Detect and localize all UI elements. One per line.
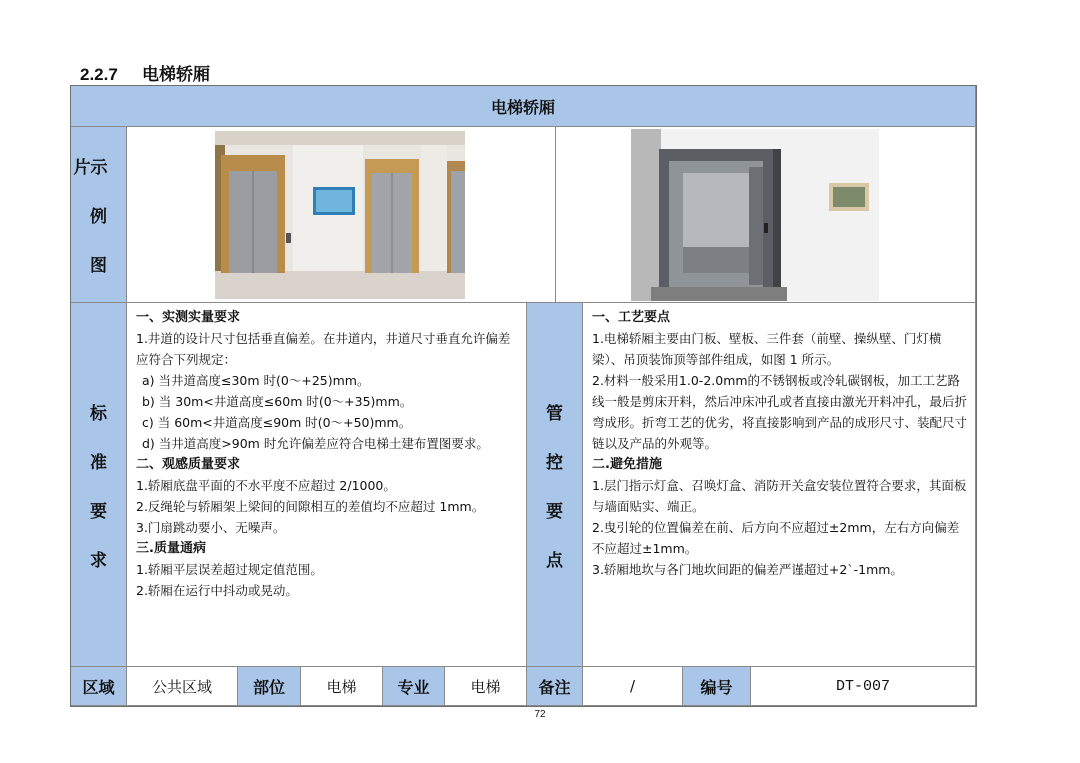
control-label-2: 控 bbox=[546, 452, 563, 473]
page-number: 72 bbox=[534, 709, 546, 720]
note-label: 备注 bbox=[527, 667, 583, 706]
standards-heading-3: 三.质量通病 bbox=[136, 541, 206, 556]
example-image-cell-left bbox=[127, 127, 556, 303]
measure-item-2: 2.曳引轮的位置偏差在前、后方向不应超过±2mm，左右方向偏差不应超过±1mm。 bbox=[592, 520, 960, 556]
control-text bbox=[583, 303, 976, 667]
standards-item-1: 1.井道的设计尺寸包括垂直偏差。在井道内，井道尺寸垂直允许偏差应符合下列规定： bbox=[136, 331, 511, 367]
standards-item-c: c) 当 60m<井道高度≤90m 时(0～+50)mm。 bbox=[142, 415, 412, 430]
standards-item-b: b) 当 30m<井道高度≤60m 时(0～+35)mm。 bbox=[142, 394, 413, 409]
example-label-2: 例 bbox=[90, 207, 107, 227]
part-label: 部位 bbox=[238, 667, 301, 706]
standard-label-1: 标 bbox=[90, 403, 107, 424]
defect-item-2: 2.轿厢在运行中抖动或晃动。 bbox=[136, 583, 298, 598]
example-image-cell-right bbox=[556, 127, 976, 303]
control-heading-1: 一、工艺要点 bbox=[592, 310, 671, 325]
standards-heading-1: 一、实测实量要求 bbox=[136, 310, 241, 325]
example-label-3: 图 bbox=[90, 256, 107, 276]
quality-item-1: 1.轿厢底盘平面的不水平度不应超过 2/1000。 bbox=[136, 478, 396, 493]
major-label: 专业 bbox=[383, 667, 445, 706]
control-label-1: 管 bbox=[546, 403, 563, 424]
standard-label bbox=[71, 303, 127, 667]
code-label: 编号 bbox=[683, 667, 751, 706]
part-value: 电梯 bbox=[301, 667, 383, 706]
section-title: 电梯轿厢 bbox=[142, 65, 210, 85]
quality-item-2: 2.反绳轮与轿厢架上梁间的间隙相互的差值均不应超过 1mm。 bbox=[136, 499, 485, 514]
table-title: 电梯轿厢 bbox=[71, 86, 976, 127]
code-value: DT-007 bbox=[751, 667, 976, 706]
standards-item-a: a) 当井道高度≤30m 时(0～+25)mm。 bbox=[142, 373, 370, 388]
example-label-1: 片示 bbox=[73, 158, 108, 178]
control-label-4: 点 bbox=[546, 550, 563, 571]
control-label-3: 要 bbox=[546, 501, 563, 522]
spec-table bbox=[70, 85, 977, 707]
defect-item-1: 1.轿厢平层误差超过规定值范围。 bbox=[136, 562, 323, 577]
example-label bbox=[71, 127, 127, 303]
elevator-lobby-photo bbox=[215, 131, 465, 299]
section-heading bbox=[80, 60, 210, 85]
measure-item-1: 1.层门指示灯盒、召唤灯盒、消防开关盒安装位置符合要求，其面板与墙面贴实、端正。 bbox=[592, 478, 967, 514]
control-heading-2: 二.避免措施 bbox=[592, 457, 662, 472]
major-value: 电梯 bbox=[445, 667, 527, 706]
standards-heading-2: 二、观感质量要求 bbox=[136, 457, 241, 472]
control-item-1: 1.电梯轿厢主要由门板、壁板、三件套（前壁、操纵壁、门灯横梁）、吊顶装饰顶等部件组成，如图 1 所示。 bbox=[592, 331, 942, 367]
standard-label-2: 准 bbox=[90, 452, 107, 473]
section-number: 2.2.7 bbox=[80, 65, 118, 84]
area-value: 公共区域 bbox=[127, 667, 238, 706]
note-value: / bbox=[583, 667, 683, 706]
control-item-2: 2.材料一般采用1.0-2.0mm的不锈钢板或冷轧碳钢板，加工工艺路线一般是剪床开料，然后冲床冲孔或者直接由激光开料冲孔，最后折弯成形。折弯工艺的优劣，将直接影响到产品的成形尺寸、装配尺寸链以及产品的外观等。 bbox=[592, 373, 968, 451]
standards-item-d: d) 当井道高度>90m 时允许偏差应符合电梯土建布置图要求。 bbox=[142, 436, 489, 451]
measure-item-3: 3.轿厢地坎与各门地坎间距的偏差严谨超过+2`-1mm。 bbox=[592, 562, 903, 577]
area-label: 区域 bbox=[71, 667, 127, 706]
control-label bbox=[527, 303, 583, 667]
standards-text bbox=[127, 303, 527, 667]
standard-label-4: 求 bbox=[90, 550, 107, 571]
standard-label-3: 要 bbox=[90, 501, 107, 522]
elevator-car-photo bbox=[631, 129, 879, 301]
quality-item-3: 3.门扇跳动要小、无噪声。 bbox=[136, 520, 286, 535]
